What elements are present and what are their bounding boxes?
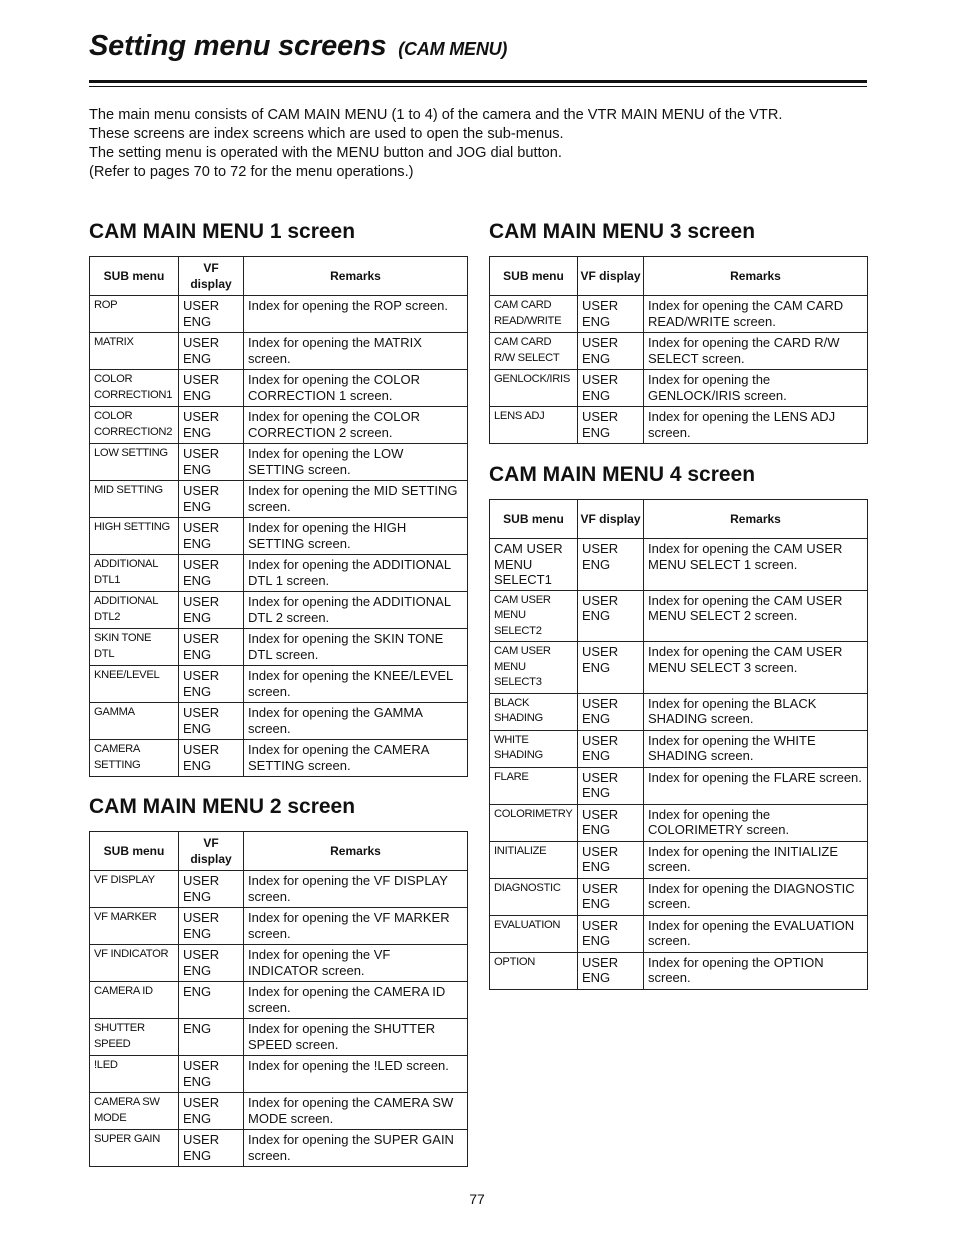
col-remarks: Remarks <box>644 257 868 296</box>
table-row <box>490 407 868 444</box>
vf-cell: USER ENG <box>179 945 244 982</box>
page-subtitle: (CAM MENU) <box>398 39 508 59</box>
intro-line: The setting menu is operated with the MENU button and JOG dial button. <box>89 145 562 161</box>
remarks-cell: Index for opening the CAMERA ID screen. <box>244 982 468 1019</box>
remarks-cell: Index for opening the DIAGNOSTIC screen. <box>644 878 868 915</box>
remarks-cell: Index for opening the ADDITIONAL DTL 2 screen. <box>244 592 468 629</box>
vf-cell: USER ENG <box>578 407 644 444</box>
table-row <box>490 878 868 915</box>
remarks-cell: Index for opening the INITIALIZE screen. <box>644 841 868 878</box>
menu2-table <box>89 831 468 1167</box>
vf-cell: USER ENG <box>578 841 644 878</box>
menu2-heading: CAM MAIN MENU 2 screen <box>89 795 356 818</box>
table-row <box>90 333 468 370</box>
table-row <box>90 740 468 777</box>
table-row <box>90 296 468 333</box>
sub-menu-cell: GAMMA <box>90 703 179 740</box>
sub-menu-cell: VF MARKER <box>90 908 179 945</box>
table-row <box>90 703 468 740</box>
sub-menu-cell: ADDITIONAL DTL1 <box>90 555 179 592</box>
sub-menu-cell: GENLOCK/IRIS <box>490 370 578 407</box>
remarks-cell: Index for opening the CAMERA SETTING screen. <box>244 740 468 777</box>
vf-cell: USER ENG <box>578 642 644 694</box>
table-row <box>490 767 868 804</box>
title-rule-thick <box>89 80 867 83</box>
intro-line: These screens are index screens which are used to open the sub-menus. <box>89 126 564 142</box>
sub-menu-cell: INITIALIZE <box>490 841 578 878</box>
remarks-cell: Index for opening the CAM CARD READ/WRITE screen. <box>644 296 868 333</box>
sub-menu-cell: CAM CARD R/W SELECT <box>490 333 578 370</box>
remarks-cell: Index for opening the SHUTTER SPEED screen. <box>244 1019 468 1056</box>
vf-cell: USER ENG <box>578 333 644 370</box>
sub-menu-cell: KNEE/LEVEL <box>90 666 179 703</box>
remarks-cell: Index for opening the MID SETTING screen. <box>244 481 468 518</box>
vf-cell: USER ENG <box>578 767 644 804</box>
sub-menu-cell: COLORIMETRY <box>490 804 578 841</box>
remarks-cell: Index for opening the COLOR CORRECTION 1 screen. <box>244 370 468 407</box>
remarks-cell: Index for opening the VF INDICATOR screen. <box>244 945 468 982</box>
sub-menu-cell: CAM USER MENU SELECT1 <box>490 539 578 591</box>
remarks-cell: Index for opening the VF MARKER screen. <box>244 908 468 945</box>
sub-menu-cell: CAMERA SW MODE <box>90 1093 179 1130</box>
vf-cell: USER ENG <box>578 915 644 952</box>
vf-cell: USER ENG <box>578 804 644 841</box>
col-vf-display: VF display <box>179 257 244 296</box>
sub-menu-cell: MATRIX <box>90 333 179 370</box>
remarks-cell: Index for opening the GENLOCK/IRIS screen. <box>644 370 868 407</box>
remarks-cell: Index for opening the CAMERA SW MODE screen. <box>244 1093 468 1130</box>
menu1-table <box>89 256 468 777</box>
remarks-cell: Index for opening the HIGH SETTING screen. <box>244 518 468 555</box>
vf-cell: USER ENG <box>179 333 244 370</box>
table-row <box>90 1056 468 1093</box>
menu4-heading: CAM MAIN MENU 4 screen <box>489 463 756 486</box>
table-row <box>490 730 868 767</box>
sub-menu-cell: CAM CARD READ/WRITE <box>490 296 578 333</box>
table-row <box>490 370 868 407</box>
sub-menu-cell: CAMERA SETTING <box>90 740 179 777</box>
sub-menu-cell: SKIN TONE DTL <box>90 629 179 666</box>
sub-menu-cell: LENS ADJ <box>490 407 578 444</box>
table-row <box>90 370 468 407</box>
remarks-cell: Index for opening the SUPER GAIN screen. <box>244 1130 468 1167</box>
sub-menu-cell: SHUTTER SPEED <box>90 1019 179 1056</box>
remarks-cell: Index for opening the CARD R/W SELECT screen. <box>644 333 868 370</box>
vf-cell: USER ENG <box>179 666 244 703</box>
table-row <box>90 481 468 518</box>
remarks-cell: Index for opening the SKIN TONE DTL screen. <box>244 629 468 666</box>
sub-menu-cell: OPTION <box>490 952 578 989</box>
vf-cell: USER ENG <box>578 730 644 767</box>
sub-menu-cell: BLACK SHADING <box>490 693 578 730</box>
sub-menu-cell: VF DISPLAY <box>90 871 179 908</box>
table-row <box>90 444 468 481</box>
vf-cell: USER ENG <box>578 693 644 730</box>
sub-menu-cell: CAM USER MENU SELECT2 <box>490 590 578 642</box>
page-title <box>89 30 507 63</box>
sub-menu-cell: DIAGNOSTIC <box>490 878 578 915</box>
col-vf-display: VF display <box>578 500 644 539</box>
vf-cell: USER ENG <box>179 444 244 481</box>
col-vf-display: VF display <box>179 832 244 871</box>
vf-cell: USER ENG <box>578 590 644 642</box>
sub-menu-cell: COLOR CORRECTION1 <box>90 370 179 407</box>
sub-menu-cell: LOW SETTING <box>90 444 179 481</box>
remarks-cell: Index for opening the !LED screen. <box>244 1056 468 1093</box>
remarks-cell: Index for opening the FLARE screen. <box>644 767 868 804</box>
page-title-text: Setting menu screens <box>89 30 387 62</box>
sub-menu-cell: VF INDICATOR <box>90 945 179 982</box>
table-row <box>90 1019 468 1056</box>
table-row <box>90 592 468 629</box>
sub-menu-cell: ADDITIONAL DTL2 <box>90 592 179 629</box>
col-remarks: Remarks <box>244 257 468 296</box>
remarks-cell: Index for opening the WHITE SHADING screen. <box>644 730 868 767</box>
remarks-cell: Index for opening the BLACK SHADING screen. <box>644 693 868 730</box>
menu1-heading: CAM MAIN MENU 1 screen <box>89 220 356 243</box>
vf-cell: USER ENG <box>179 370 244 407</box>
remarks-cell: Index for opening the LENS ADJ screen. <box>644 407 868 444</box>
table-row <box>490 590 868 642</box>
table-row <box>490 952 868 989</box>
remarks-cell: Index for opening the EVALUATION screen. <box>644 915 868 952</box>
table-row <box>90 555 468 592</box>
remarks-cell: Index for opening the LOW SETTING screen. <box>244 444 468 481</box>
remarks-cell: Index for opening the GAMMA screen. <box>244 703 468 740</box>
table-row <box>90 908 468 945</box>
sub-menu-cell: EVALUATION <box>490 915 578 952</box>
table-row <box>490 539 868 591</box>
sub-menu-cell: WHITE SHADING <box>490 730 578 767</box>
vf-cell: ENG <box>179 1019 244 1056</box>
vf-cell: USER ENG <box>179 908 244 945</box>
vf-cell: USER ENG <box>179 1093 244 1130</box>
remarks-cell: Index for opening the CAM USER MENU SELECT 3 screen. <box>644 642 868 694</box>
remarks-cell: Index for opening the CAM USER MENU SELECT 2 screen. <box>644 590 868 642</box>
vf-cell: ENG <box>179 982 244 1019</box>
vf-cell: USER ENG <box>179 871 244 908</box>
vf-cell: USER ENG <box>179 592 244 629</box>
vf-cell: USER ENG <box>578 878 644 915</box>
remarks-cell: Index for opening the ADDITIONAL DTL 1 screen. <box>244 555 468 592</box>
title-rule-thin <box>89 86 867 87</box>
table-row <box>490 296 868 333</box>
remarks-cell: Index for opening the OPTION screen. <box>644 952 868 989</box>
sub-menu-cell: SUPER GAIN <box>90 1130 179 1167</box>
sub-menu-cell: !LED <box>90 1056 179 1093</box>
col-vf-display: VF display <box>578 257 644 296</box>
table-row <box>90 982 468 1019</box>
vf-cell: USER ENG <box>179 296 244 333</box>
vf-cell: USER ENG <box>179 518 244 555</box>
col-remarks: Remarks <box>644 500 868 539</box>
table-row <box>490 841 868 878</box>
vf-cell: USER ENG <box>179 740 244 777</box>
vf-cell: USER ENG <box>179 555 244 592</box>
remarks-cell: Index for opening the COLOR CORRECTION 2 screen. <box>244 407 468 444</box>
vf-cell: USER ENG <box>179 481 244 518</box>
vf-cell: USER ENG <box>179 407 244 444</box>
vf-cell: USER ENG <box>179 1056 244 1093</box>
remarks-cell: Index for opening the CAM USER MENU SELECT 1 screen. <box>644 539 868 591</box>
sub-menu-cell: ROP <box>90 296 179 333</box>
intro-line: (Refer to pages 70 to 72 for the menu operations.) <box>89 164 414 180</box>
table-row <box>90 1093 468 1130</box>
remarks-cell: Index for opening the MATRIX screen. <box>244 333 468 370</box>
remarks-cell: Index for opening the VF DISPLAY screen. <box>244 871 468 908</box>
table-row <box>490 333 868 370</box>
table-row <box>90 945 468 982</box>
table-row <box>90 518 468 555</box>
sub-menu-cell: HIGH SETTING <box>90 518 179 555</box>
intro-line: The main menu consists of CAM MAIN MENU (1 to 4) of the camera and the VTR MAIN MENU of the VTR. <box>89 107 783 123</box>
menu3-table <box>489 256 868 444</box>
col-remarks: Remarks <box>244 832 468 871</box>
remarks-cell: Index for opening the KNEE/LEVEL screen. <box>244 666 468 703</box>
table-row <box>490 693 868 730</box>
table-row <box>90 666 468 703</box>
table-row <box>490 915 868 952</box>
sub-menu-cell: MID SETTING <box>90 481 179 518</box>
vf-cell: USER ENG <box>179 703 244 740</box>
menu4-table <box>489 499 868 990</box>
sub-menu-cell: CAMERA ID <box>90 982 179 1019</box>
vf-cell: USER ENG <box>179 1130 244 1167</box>
sub-menu-cell: FLARE <box>490 767 578 804</box>
vf-cell: USER ENG <box>578 952 644 989</box>
vf-cell: USER ENG <box>578 539 644 591</box>
col-sub-menu: SUB menu <box>490 257 578 296</box>
menu3-heading: CAM MAIN MENU 3 screen <box>489 220 756 243</box>
table-row <box>90 407 468 444</box>
vf-cell: USER ENG <box>179 629 244 666</box>
col-sub-menu: SUB menu <box>490 500 578 539</box>
col-sub-menu: SUB menu <box>90 257 179 296</box>
vf-cell: USER ENG <box>578 370 644 407</box>
table-row <box>90 629 468 666</box>
sub-menu-cell: CAM USER MENU SELECT3 <box>490 642 578 694</box>
page-number: 77 <box>469 1191 485 1207</box>
remarks-cell: Index for opening the ROP screen. <box>244 296 468 333</box>
remarks-cell: Index for opening the COLORIMETRY screen. <box>644 804 868 841</box>
col-sub-menu: SUB menu <box>90 832 179 871</box>
sub-menu-cell: COLOR CORRECTION2 <box>90 407 179 444</box>
vf-cell: USER ENG <box>578 296 644 333</box>
intro-text <box>89 106 867 182</box>
table-row <box>90 1130 468 1167</box>
table-row <box>490 804 868 841</box>
table-row <box>90 871 468 908</box>
table-row <box>490 642 868 694</box>
